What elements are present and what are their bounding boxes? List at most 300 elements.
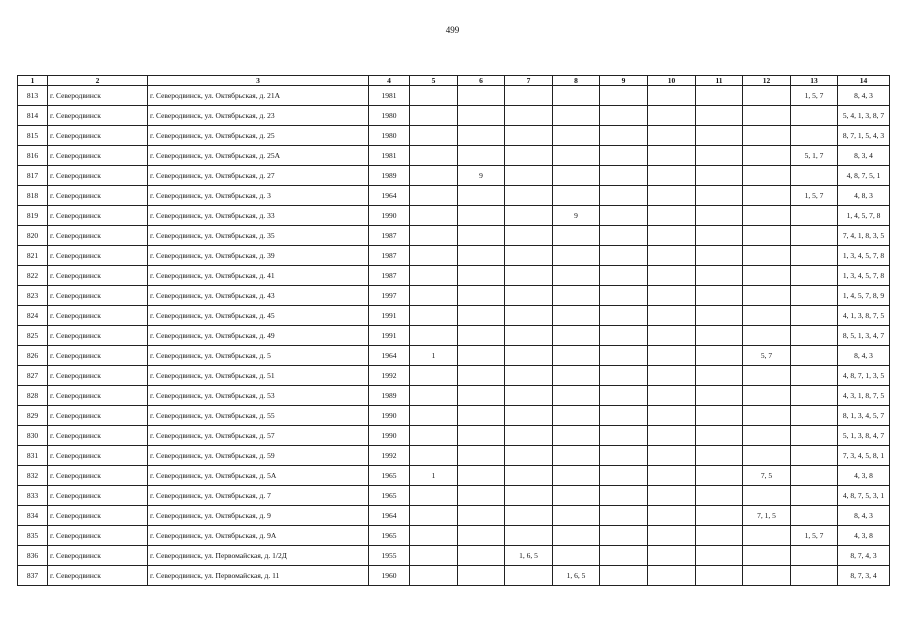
cell-col-4: 1964 — [369, 346, 410, 366]
cell-col-13 — [791, 446, 838, 466]
cell-col-10 — [648, 166, 696, 186]
cell-col-4: 1981 — [369, 86, 410, 106]
cell-col-1: 826 — [18, 346, 48, 366]
cell-col-11 — [696, 366, 743, 386]
cell-col-10 — [648, 366, 696, 386]
cell-col-4: 1987 — [369, 266, 410, 286]
cell-col-6 — [458, 506, 505, 526]
cell-col-9 — [600, 226, 648, 246]
cell-col-10 — [648, 126, 696, 146]
cell-col-10 — [648, 326, 696, 346]
cell-col-10 — [648, 446, 696, 466]
cell-col-12: 7, 1, 5 — [743, 506, 791, 526]
cell-col-2: г. Северодвинск — [48, 406, 148, 426]
table-row — [18, 426, 890, 446]
cell-col-7 — [505, 526, 553, 546]
table-row — [18, 186, 890, 206]
cell-col-7 — [505, 146, 553, 166]
cell-col-10 — [648, 566, 696, 586]
cell-col-6 — [458, 246, 505, 266]
cell-col-1: 823 — [18, 286, 48, 306]
table-row — [18, 406, 890, 426]
cell-col-13 — [791, 386, 838, 406]
cell-col-12 — [743, 326, 791, 346]
cell-col-10 — [648, 386, 696, 406]
cell-col-5 — [410, 226, 458, 246]
cell-col-11 — [696, 166, 743, 186]
cell-col-2: г. Северодвинск — [48, 426, 148, 446]
cell-col-14: 8, 4, 3 — [838, 346, 890, 366]
cell-col-1: 829 — [18, 406, 48, 426]
cell-col-2: г. Северодвинск — [48, 386, 148, 406]
cell-col-9 — [600, 366, 648, 386]
cell-col-14: 1, 4, 5, 7, 8, 9 — [838, 286, 890, 306]
cell-col-5 — [410, 306, 458, 326]
cell-col-8 — [553, 286, 600, 306]
cell-col-1: 827 — [18, 366, 48, 386]
cell-col-9 — [600, 566, 648, 586]
cell-col-9 — [600, 406, 648, 426]
cell-col-5: 1 — [410, 346, 458, 366]
cell-col-13 — [791, 326, 838, 346]
cell-col-13: 1, 5, 7 — [791, 186, 838, 206]
cell-col-4: 1987 — [369, 226, 410, 246]
column-header-7: 7 — [505, 76, 553, 86]
table-row — [18, 466, 890, 486]
cell-col-13 — [791, 286, 838, 306]
cell-col-14: 4, 3, 8 — [838, 466, 890, 486]
cell-col-10 — [648, 426, 696, 446]
cell-col-7 — [505, 406, 553, 426]
table-row — [18, 366, 890, 386]
cell-col-4: 1980 — [369, 106, 410, 126]
cell-col-12 — [743, 446, 791, 466]
cell-col-8 — [553, 186, 600, 206]
cell-col-4: 1980 — [369, 126, 410, 146]
cell-col-5 — [410, 426, 458, 446]
cell-col-5 — [410, 486, 458, 506]
cell-col-10 — [648, 466, 696, 486]
cell-col-3: г. Северодвинск, ул. Октябрьская, д. 59 — [148, 446, 369, 466]
cell-col-6 — [458, 366, 505, 386]
cell-col-9 — [600, 306, 648, 326]
cell-col-7 — [505, 206, 553, 226]
cell-col-2: г. Северодвинск — [48, 206, 148, 226]
cell-col-13 — [791, 466, 838, 486]
cell-col-6 — [458, 526, 505, 546]
cell-col-11 — [696, 206, 743, 226]
cell-col-12 — [743, 486, 791, 506]
cell-col-7 — [505, 126, 553, 146]
cell-col-6 — [458, 386, 505, 406]
cell-col-10 — [648, 546, 696, 566]
cell-col-8 — [553, 86, 600, 106]
cell-col-7 — [505, 286, 553, 306]
cell-col-1: 837 — [18, 566, 48, 586]
cell-col-3: г. Северодвинск, ул. Октябрьская, д. 5 — [148, 346, 369, 366]
cell-col-10 — [648, 106, 696, 126]
cell-col-13 — [791, 126, 838, 146]
cell-col-4: 1992 — [369, 446, 410, 466]
cell-col-5 — [410, 546, 458, 566]
cell-col-6 — [458, 326, 505, 346]
cell-col-2: г. Северодвинск — [48, 366, 148, 386]
cell-col-9 — [600, 86, 648, 106]
cell-col-4: 1965 — [369, 526, 410, 546]
cell-col-12 — [743, 546, 791, 566]
cell-col-12: 5, 7 — [743, 346, 791, 366]
cell-col-14: 5, 4, 1, 3, 8, 7 — [838, 106, 890, 126]
cell-col-3: г. Северодвинск, ул. Октябрьская, д. 5А — [148, 466, 369, 486]
cell-col-10 — [648, 226, 696, 246]
cell-col-13 — [791, 106, 838, 126]
cell-col-13 — [791, 366, 838, 386]
cell-col-6 — [458, 206, 505, 226]
cell-col-10 — [648, 186, 696, 206]
cell-col-11 — [696, 566, 743, 586]
cell-col-10 — [648, 266, 696, 286]
table-row — [18, 206, 890, 226]
cell-col-6 — [458, 226, 505, 246]
cell-col-14: 8, 3, 4 — [838, 146, 890, 166]
cell-col-8 — [553, 346, 600, 366]
cell-col-3: г. Северодвинск, ул. Октябрьская, д. 9 — [148, 506, 369, 526]
cell-col-13: 1, 5, 7 — [791, 526, 838, 546]
cell-col-9 — [600, 346, 648, 366]
cell-col-2: г. Северодвинск — [48, 546, 148, 566]
table-row — [18, 386, 890, 406]
cell-col-12 — [743, 366, 791, 386]
cell-col-8 — [553, 166, 600, 186]
cell-col-1: 813 — [18, 86, 48, 106]
cell-col-1: 831 — [18, 446, 48, 466]
cell-col-4: 1989 — [369, 386, 410, 406]
cell-col-13 — [791, 566, 838, 586]
cell-col-9 — [600, 246, 648, 266]
cell-col-10 — [648, 286, 696, 306]
column-header-13: 13 — [791, 76, 838, 86]
cell-col-14: 7, 4, 1, 8, 3, 5 — [838, 226, 890, 246]
cell-col-13 — [791, 166, 838, 186]
cell-col-12: 7, 5 — [743, 466, 791, 486]
cell-col-2: г. Северодвинск — [48, 446, 148, 466]
cell-col-5 — [410, 186, 458, 206]
cell-col-5 — [410, 446, 458, 466]
cell-col-13 — [791, 306, 838, 326]
cell-col-3: г. Северодвинск, ул. Октябрьская, д. 3 — [148, 186, 369, 206]
cell-col-5 — [410, 86, 458, 106]
cell-col-7 — [505, 446, 553, 466]
cell-col-3: г. Северодвинск, ул. Октябрьская, д. 33 — [148, 206, 369, 226]
cell-col-2: г. Северодвинск — [48, 166, 148, 186]
cell-col-9 — [600, 166, 648, 186]
cell-col-2: г. Северодвинск — [48, 486, 148, 506]
cell-col-14: 8, 5, 1, 3, 4, 7 — [838, 326, 890, 346]
cell-col-10 — [648, 506, 696, 526]
cell-col-12 — [743, 426, 791, 446]
cell-col-2: г. Северодвинск — [48, 466, 148, 486]
cell-col-7: 1, 6, 5 — [505, 546, 553, 566]
cell-col-9 — [600, 386, 648, 406]
cell-col-8 — [553, 106, 600, 126]
cell-col-1: 824 — [18, 306, 48, 326]
cell-col-8 — [553, 226, 600, 246]
cell-col-13 — [791, 266, 838, 286]
cell-col-7 — [505, 246, 553, 266]
cell-col-13: 5, 1, 7 — [791, 146, 838, 166]
cell-col-12 — [743, 386, 791, 406]
cell-col-1: 822 — [18, 266, 48, 286]
table-row — [18, 306, 890, 326]
cell-col-7 — [505, 226, 553, 246]
cell-col-10 — [648, 346, 696, 366]
cell-col-5 — [410, 126, 458, 146]
cell-col-4: 1990 — [369, 426, 410, 446]
cell-col-9 — [600, 426, 648, 446]
table-row — [18, 506, 890, 526]
cell-col-5 — [410, 166, 458, 186]
cell-col-8 — [553, 486, 600, 506]
cell-col-11 — [696, 226, 743, 246]
table-row — [18, 266, 890, 286]
cell-col-9 — [600, 146, 648, 166]
cell-col-6 — [458, 86, 505, 106]
cell-col-8 — [553, 546, 600, 566]
cell-col-4: 1990 — [369, 206, 410, 226]
cell-col-14: 7, 3, 4, 5, 8, 1 — [838, 446, 890, 466]
cell-col-5 — [410, 366, 458, 386]
cell-col-11 — [696, 506, 743, 526]
cell-col-10 — [648, 406, 696, 426]
cell-col-1: 833 — [18, 486, 48, 506]
cell-col-3: г. Северодвинск, ул. Октябрьская, д. 25 — [148, 126, 369, 146]
column-header-10: 10 — [648, 76, 696, 86]
cell-col-1: 825 — [18, 326, 48, 346]
cell-col-5 — [410, 266, 458, 286]
cell-col-3: г. Северодвинск, ул. Октябрьская, д. 35 — [148, 226, 369, 246]
cell-col-3: г. Северодвинск, ул. Октябрьская, д. 27 — [148, 166, 369, 186]
cell-col-8 — [553, 466, 600, 486]
table-row — [18, 286, 890, 306]
column-header-2: 2 — [48, 76, 148, 86]
cell-col-1: 814 — [18, 106, 48, 126]
cell-col-13: 1, 5, 7 — [791, 86, 838, 106]
cell-col-5 — [410, 526, 458, 546]
cell-col-1: 834 — [18, 506, 48, 526]
table-row — [18, 106, 890, 126]
cell-col-14: 1, 3, 4, 5, 7, 8 — [838, 266, 890, 286]
cell-col-11 — [696, 546, 743, 566]
cell-col-8 — [553, 366, 600, 386]
cell-col-6 — [458, 266, 505, 286]
table-row — [18, 146, 890, 166]
cell-col-10 — [648, 86, 696, 106]
cell-col-14: 1, 3, 4, 5, 7, 8 — [838, 246, 890, 266]
column-header-3: 3 — [148, 76, 369, 86]
cell-col-9 — [600, 506, 648, 526]
cell-col-3: г. Северодвинск, ул. Октябрьская, д. 39 — [148, 246, 369, 266]
cell-col-12 — [743, 406, 791, 426]
cell-col-2: г. Северодвинск — [48, 306, 148, 326]
cell-col-1: 835 — [18, 526, 48, 546]
cell-col-2: г. Северодвинск — [48, 126, 148, 146]
cell-col-14: 4, 8, 7, 1, 3, 5 — [838, 366, 890, 386]
cell-col-7 — [505, 346, 553, 366]
cell-col-14: 4, 8, 7, 5, 1 — [838, 166, 890, 186]
cell-col-10 — [648, 246, 696, 266]
cell-col-12 — [743, 286, 791, 306]
cell-col-8 — [553, 266, 600, 286]
cell-col-7 — [505, 366, 553, 386]
column-header-14: 14 — [838, 76, 890, 86]
cell-col-6 — [458, 106, 505, 126]
table-row — [18, 486, 890, 506]
cell-col-11 — [696, 146, 743, 166]
cell-col-2: г. Северодвинск — [48, 246, 148, 266]
cell-col-2: г. Северодвинск — [48, 86, 148, 106]
cell-col-7 — [505, 266, 553, 286]
cell-col-1: 836 — [18, 546, 48, 566]
cell-col-9 — [600, 326, 648, 346]
cell-col-6 — [458, 446, 505, 466]
cell-col-13 — [791, 406, 838, 426]
cell-col-1: 818 — [18, 186, 48, 206]
cell-col-6 — [458, 406, 505, 426]
cell-col-6 — [458, 186, 505, 206]
column-header-8: 8 — [553, 76, 600, 86]
cell-col-7 — [505, 566, 553, 586]
cell-col-5 — [410, 146, 458, 166]
cell-col-4: 1991 — [369, 306, 410, 326]
cell-col-5 — [410, 286, 458, 306]
cell-col-3: г. Северодвинск, ул. Октябрьская, д. 53 — [148, 386, 369, 406]
cell-col-12 — [743, 206, 791, 226]
cell-col-8 — [553, 146, 600, 166]
cell-col-8 — [553, 406, 600, 426]
cell-col-10 — [648, 306, 696, 326]
cell-col-9 — [600, 546, 648, 566]
cell-col-13 — [791, 226, 838, 246]
cell-col-9 — [600, 106, 648, 126]
cell-col-11 — [696, 486, 743, 506]
table-row — [18, 246, 890, 266]
cell-col-5 — [410, 206, 458, 226]
cell-col-10 — [648, 146, 696, 166]
cell-col-12 — [743, 186, 791, 206]
cell-col-4: 1981 — [369, 146, 410, 166]
cell-col-7 — [505, 426, 553, 446]
column-header-6: 6 — [458, 76, 505, 86]
cell-col-11 — [696, 426, 743, 446]
cell-col-5 — [410, 326, 458, 346]
cell-col-9 — [600, 266, 648, 286]
cell-col-7 — [505, 486, 553, 506]
cell-col-7 — [505, 186, 553, 206]
cell-col-7 — [505, 466, 553, 486]
cell-col-2: г. Северодвинск — [48, 526, 148, 546]
cell-col-8: 1, 6, 5 — [553, 566, 600, 586]
column-header-5: 5 — [410, 76, 458, 86]
cell-col-12 — [743, 306, 791, 326]
cell-col-13 — [791, 206, 838, 226]
cell-col-2: г. Северодвинск — [48, 286, 148, 306]
cell-col-4: 1964 — [369, 186, 410, 206]
cell-col-1: 832 — [18, 466, 48, 486]
table-body — [18, 86, 890, 586]
cell-col-11 — [696, 266, 743, 286]
cell-col-2: г. Северодвинск — [48, 506, 148, 526]
table-row — [18, 566, 890, 586]
cell-col-1: 817 — [18, 166, 48, 186]
cell-col-11 — [696, 186, 743, 206]
cell-col-3: г. Северодвинск, ул. Октябрьская, д. 9А — [148, 526, 369, 546]
cell-col-13 — [791, 246, 838, 266]
cell-col-7 — [505, 86, 553, 106]
cell-col-10 — [648, 526, 696, 546]
cell-col-4: 1964 — [369, 506, 410, 526]
cell-col-11 — [696, 286, 743, 306]
cell-col-14: 8, 7, 3, 4 — [838, 566, 890, 586]
cell-col-8 — [553, 306, 600, 326]
cell-col-13 — [791, 426, 838, 446]
cell-col-4: 1965 — [369, 466, 410, 486]
cell-col-1: 820 — [18, 226, 48, 246]
cell-col-9 — [600, 126, 648, 146]
cell-col-9 — [600, 186, 648, 206]
cell-col-13 — [791, 346, 838, 366]
cell-col-12 — [743, 126, 791, 146]
cell-col-8 — [553, 506, 600, 526]
cell-col-5 — [410, 506, 458, 526]
cell-col-6 — [458, 286, 505, 306]
cell-col-1: 828 — [18, 386, 48, 406]
cell-col-7 — [505, 166, 553, 186]
cell-col-1: 816 — [18, 146, 48, 166]
cell-col-14: 8, 7, 4, 3 — [838, 546, 890, 566]
cell-col-5 — [410, 566, 458, 586]
cell-col-14: 8, 4, 3 — [838, 506, 890, 526]
table-row — [18, 326, 890, 346]
cell-col-14: 5, 1, 3, 8, 4, 7 — [838, 426, 890, 446]
cell-col-3: г. Северодвинск, ул. Октябрьская, д. 7 — [148, 486, 369, 506]
cell-col-12 — [743, 146, 791, 166]
cell-col-3: г. Северодвинск, ул. Октябрьская, д. 49 — [148, 326, 369, 346]
cell-col-5 — [410, 246, 458, 266]
cell-col-8 — [553, 386, 600, 406]
cell-col-12 — [743, 86, 791, 106]
cell-col-3: г. Северодвинск, ул. Первомайская, д. 1/2Д — [148, 546, 369, 566]
cell-col-14: 4, 8, 7, 5, 3, 1 — [838, 486, 890, 506]
cell-col-4: 1990 — [369, 406, 410, 426]
table-row — [18, 346, 890, 366]
cell-col-1: 821 — [18, 246, 48, 266]
cell-col-13 — [791, 546, 838, 566]
page-number: 499 — [445, 25, 460, 35]
cell-col-4: 1991 — [369, 326, 410, 346]
cell-col-11 — [696, 386, 743, 406]
table-row — [18, 526, 890, 546]
cell-col-6 — [458, 126, 505, 146]
cell-col-11 — [696, 406, 743, 426]
table-row — [18, 446, 890, 466]
cell-col-3: г. Северодвинск, ул. Октябрьская, д. 55 — [148, 406, 369, 426]
cell-col-14: 8, 1, 3, 4, 5, 7 — [838, 406, 890, 426]
cell-col-2: г. Северодвинск — [48, 226, 148, 246]
cell-col-14: 4, 3, 8 — [838, 526, 890, 546]
cell-col-2: г. Северодвинск — [48, 186, 148, 206]
cell-col-7 — [505, 306, 553, 326]
cell-col-6 — [458, 566, 505, 586]
